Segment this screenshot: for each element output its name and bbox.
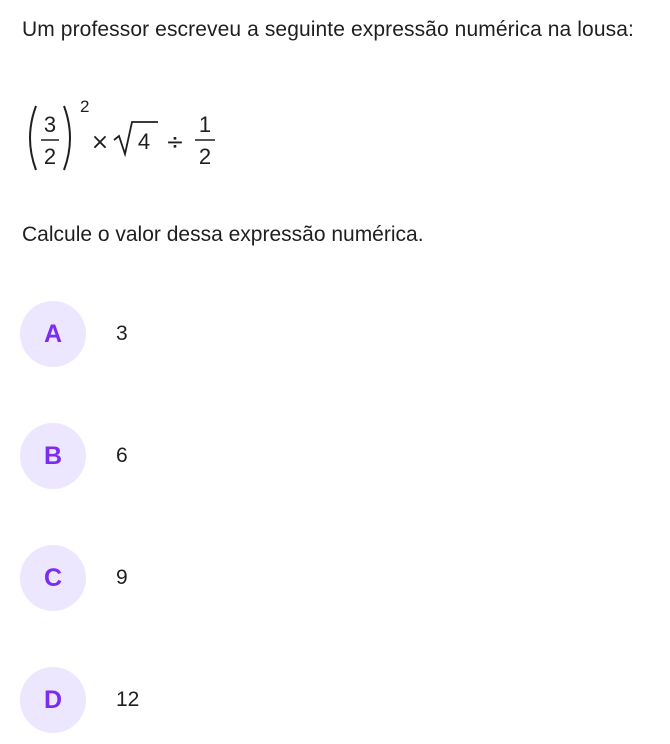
question-instruction: Calcule o valor dessa expressão numérica. [22, 223, 424, 246]
divide-operator: ÷ [165, 130, 185, 155]
option-letter-badge: A [20, 301, 86, 367]
option-letter-badge: B [20, 423, 86, 489]
option-c[interactable] [20, 545, 320, 611]
base-numerator: 3 [43, 112, 57, 137]
radicand: 4 [137, 129, 151, 154]
math-expression-svg [22, 98, 282, 178]
right-parenthesis [64, 106, 70, 170]
exponent: 2 [80, 98, 90, 116]
square-root-sign [114, 122, 158, 154]
option-b[interactable] [20, 423, 320, 489]
question-card [22, 14, 662, 246]
option-a[interactable] [20, 301, 320, 367]
times-operator: × [90, 130, 110, 155]
option-letter-badge: C [20, 545, 86, 611]
math-expression [22, 98, 282, 178]
option-letter-badge: D [20, 667, 86, 733]
option-value: 6 [116, 444, 128, 467]
left-parenthesis [30, 106, 36, 170]
fraction-numerator: 1 [198, 112, 212, 137]
fraction-denominator: 2 [198, 144, 212, 169]
base-denominator: 2 [43, 144, 57, 169]
question-prompt: Um professor escreveu a seguinte expressão numérica na lousa: [22, 18, 634, 41]
option-value: 12 [116, 688, 140, 711]
option-value: 9 [116, 566, 128, 589]
option-value: 3 [116, 322, 128, 345]
option-d[interactable] [20, 667, 320, 733]
